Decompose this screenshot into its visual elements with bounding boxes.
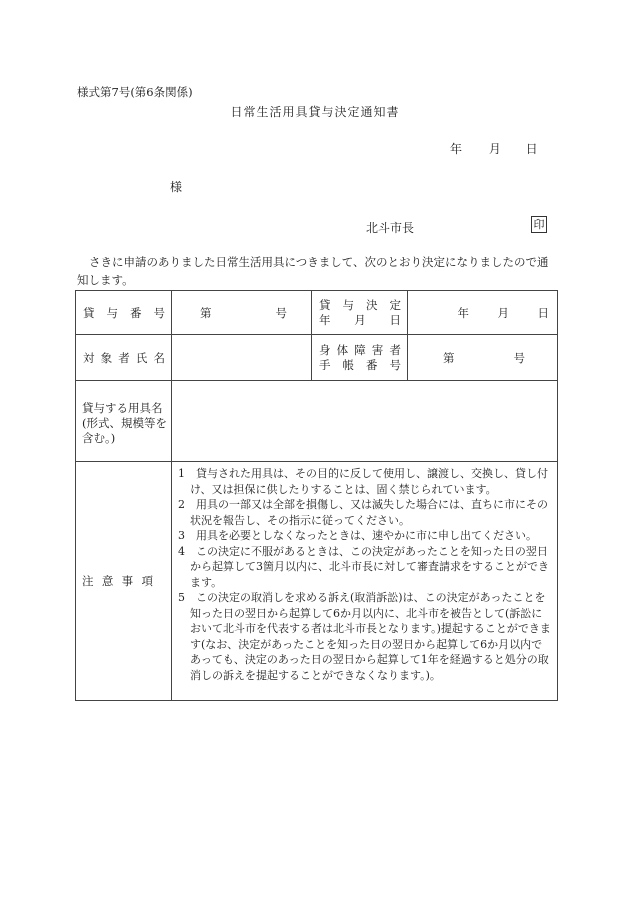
intro-text: さきに申請のありました日常生活用具につきまして、次のとおり決定になりましたので通知します。 — [77, 255, 549, 287]
label-char: 事 — [121, 574, 134, 588]
item-label-line-1: 貸与する用具名 — [82, 401, 163, 415]
loan-decision-date-label — [312, 291, 408, 335]
date-month: 月 — [488, 142, 501, 156]
issuer-name: 北斗市長 — [366, 221, 415, 235]
label-char: 帳 — [342, 357, 354, 372]
loan-decision-date-value[interactable] — [408, 291, 558, 335]
date-day: 日 — [525, 142, 538, 156]
label-char: 象 — [100, 350, 113, 365]
decision-day: 日 — [537, 305, 549, 320]
label-char: 者 — [389, 342, 401, 357]
note-item: 1 貸与された用具は、その目的に反して使用し、譲渡し、交換し、貸し付け、又は担保に供したりすることは、固く禁じられています。 — [178, 467, 548, 496]
loan-number-suffix: 号 — [275, 305, 287, 320]
handbook-suffix: 号 — [513, 350, 525, 365]
seal-stamp: 印 — [531, 216, 547, 233]
handbook-number-label — [312, 335, 408, 381]
item-name-value[interactable] — [172, 381, 558, 462]
item-label-line-3: 含む。) — [82, 431, 116, 445]
notes-label — [76, 462, 172, 701]
label-char: 貸 — [83, 305, 95, 320]
label-char: 注 — [82, 574, 94, 588]
label-char: 貸 — [319, 297, 331, 312]
label-char: 番 — [366, 357, 378, 372]
addressee-suffix: 様 — [170, 180, 183, 194]
label-char: 定 — [389, 297, 401, 312]
label-char: 番 — [130, 305, 142, 320]
date-line — [450, 140, 538, 157]
label-char: 意 — [101, 574, 114, 588]
label-char: 名 — [153, 350, 165, 365]
label-char: 者 — [118, 350, 130, 365]
item-name-label — [76, 381, 172, 462]
label-char: 身 — [319, 342, 331, 357]
loan-number-label — [76, 291, 172, 335]
label-char: 号 — [389, 357, 401, 372]
decision-year: 年 — [457, 305, 469, 320]
label-char: 体 — [336, 342, 349, 357]
subject-name-label — [76, 335, 172, 381]
decision-month: 月 — [497, 305, 509, 320]
loan-number-prefix: 第 — [200, 305, 212, 320]
label-char: 月 — [354, 312, 366, 327]
decision-table — [75, 290, 558, 701]
label-char: 害 — [371, 342, 384, 357]
label-char: 与 — [342, 297, 354, 312]
form-number: 様式第7号(第6条関係) — [77, 85, 193, 99]
label-char: 年 — [319, 312, 331, 327]
notes-content — [172, 462, 558, 701]
subject-name-value[interactable] — [172, 335, 312, 381]
handbook-number-value[interactable] — [408, 335, 558, 381]
label-char: 項 — [141, 574, 153, 588]
label-char: 氏 — [135, 350, 148, 365]
note-item: 5 この決定の取消しを求める訴え(取消訴訟)は、この決定があったことを知った日の翌日から起算して6か月以内に、北斗市を被告として(訴訟において北斗市を代表する者は北斗市長となります。)提起することができます(なお、決定があったことを知った日の翌日から起算して6か月以内であっても、決定のあった日の翌日から起算して1年を経過すると処分の取消しの訴えを提起することができなくなります。)。 — [178, 591, 551, 682]
note-item: 3 用具を必要としなくなったときは、速やかに市に申し出てください。 — [178, 529, 537, 542]
label-char: 対 — [83, 350, 95, 365]
note-item: 2 用具の一部又は全部を損傷し、又は滅失した場合には、直ちに市にその状況を報告し、その指示に従ってください。 — [178, 498, 548, 527]
label-char: 障 — [354, 342, 366, 357]
label-char: 日 — [389, 312, 401, 327]
item-label-line-2: (形式、規模等を — [82, 416, 167, 430]
date-year: 年 — [450, 142, 463, 156]
label-char: 与 — [106, 305, 118, 320]
loan-number-value[interactable] — [172, 291, 312, 335]
note-item: 4 この決定に不服があるときは、この決定があったことを知った日の翌日から起算して3箇月以内に、北斗市長に対して審査請求をすることができます。 — [178, 544, 549, 589]
label-char: 決 — [366, 297, 378, 312]
label-char: 手 — [319, 357, 331, 372]
handbook-prefix: 第 — [443, 350, 455, 365]
label-char: 号 — [153, 305, 165, 320]
page-title: 日常生活用具貸与決定通知書 — [230, 105, 400, 119]
